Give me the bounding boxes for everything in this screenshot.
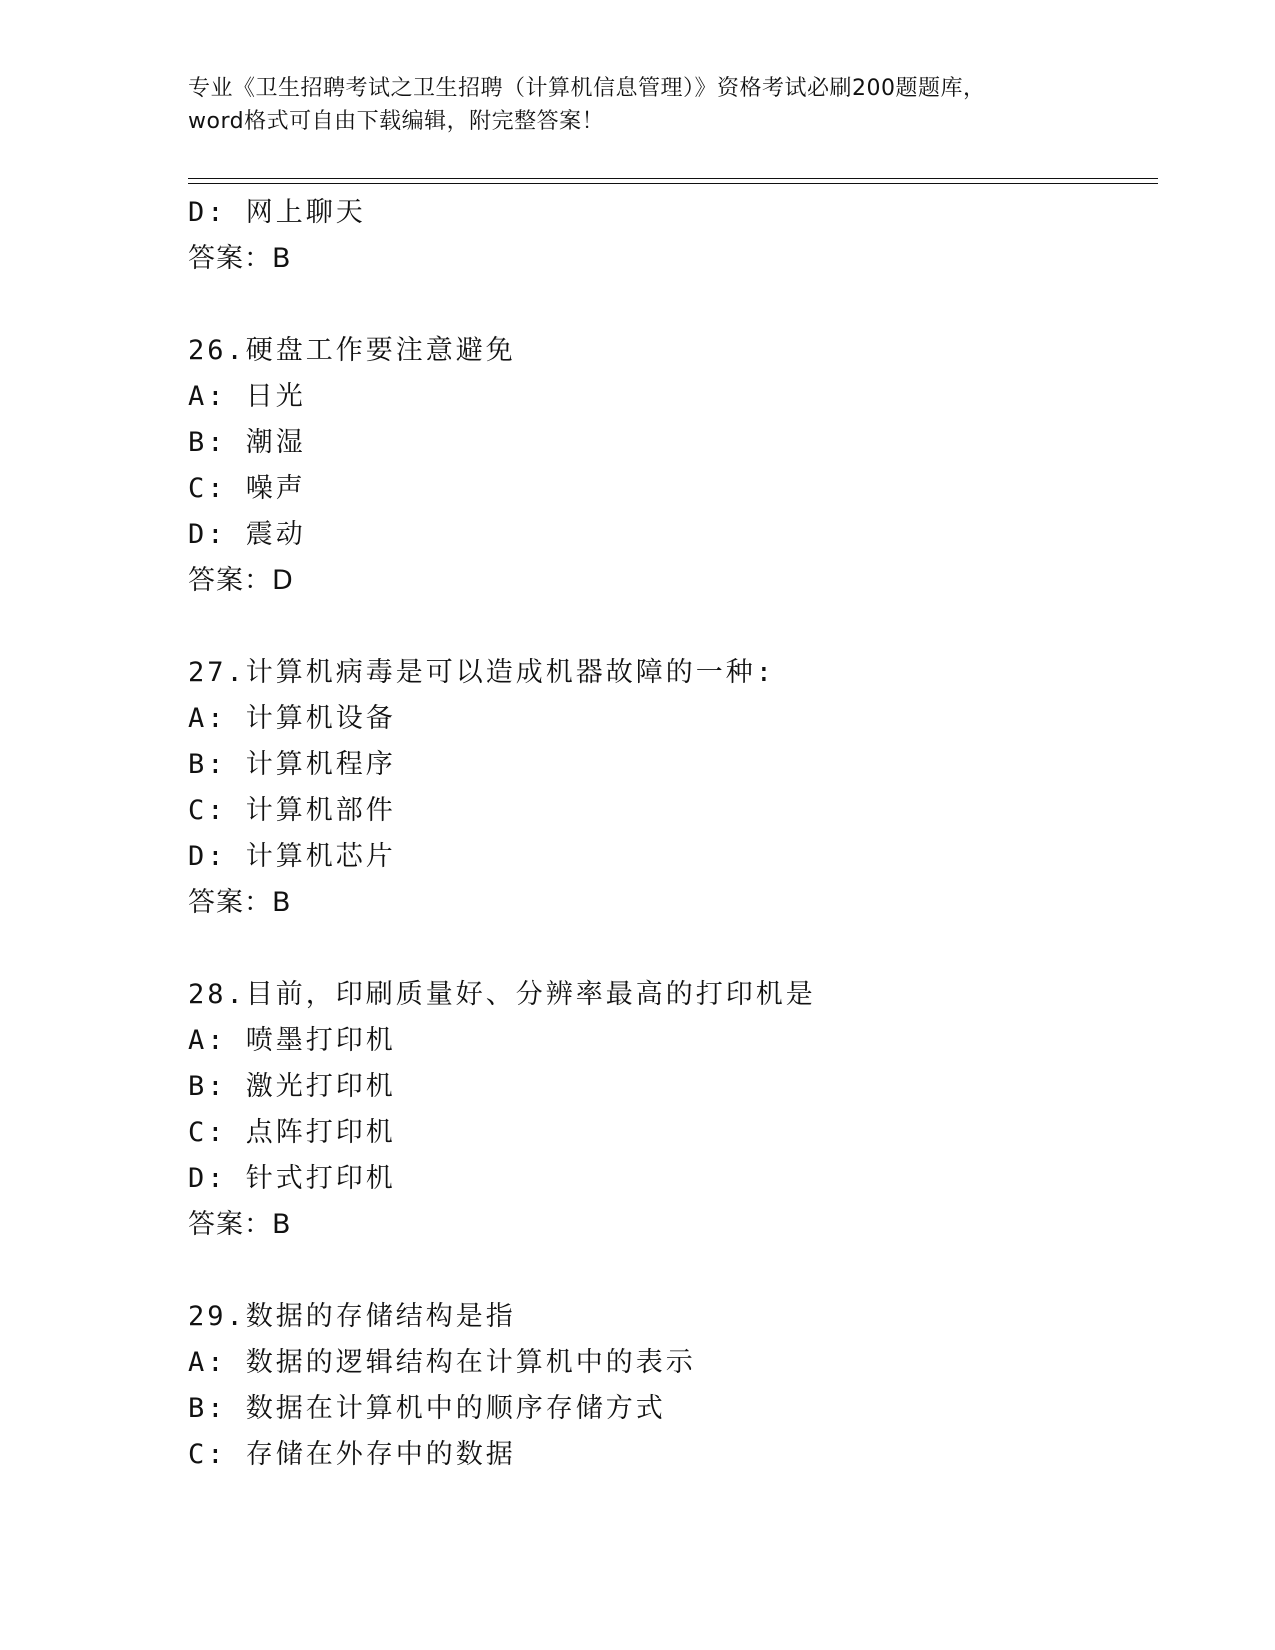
option-d: D: 震动 [188,519,306,550]
answer-line: 答案：B [188,243,292,274]
question-stem: 26.硬盘工作要注意避免 [188,335,516,366]
option-c: C: 计算机部件 [188,795,396,826]
header-divider-top [188,178,1158,179]
option-c: C: 点阵打印机 [188,1117,396,1148]
header-title-line-2: word格式可自由下载编辑，附完整答案！ [188,109,605,134]
option-b: B: 数据在计算机中的顺序存储方式 [188,1393,666,1424]
answer-line: 答案：D [188,565,294,596]
header-title-line-1: 专业《卫生招聘考试之卫生招聘（计算机信息管理）》资格考试必刷200题题库， [188,76,986,101]
option-c: C: 存储在外存中的数据 [188,1439,516,1470]
option-a: A: 喷墨打印机 [188,1025,396,1056]
option-c: C: 噪声 [188,473,306,504]
option-a: A: 数据的逻辑结构在计算机中的表示 [188,1347,696,1378]
answer-line: 答案：B [188,1209,292,1240]
question-list [188,190,1148,1478]
question-stem: 29.数据的存储结构是指 [188,1301,516,1332]
option-a: A: 计算机设备 [188,703,396,734]
question-stem: 27.计算机病毒是可以造成机器故障的一种: [188,657,776,688]
option-b: B: 潮湿 [188,427,306,458]
question-stem: 28.目前，印刷质量好、分辨率最高的打印机是 [188,979,816,1010]
question-gap [188,926,1148,972]
option-d: D: 网上聊天 [188,197,366,228]
document-header [188,72,1088,138]
question-gap [188,604,1148,650]
answer-line: 答案：B [188,887,292,918]
header-divider-bottom [188,183,1158,184]
option-b: B: 激光打印机 [188,1071,396,1102]
question-gap [188,282,1148,328]
question-gap [188,1248,1148,1294]
option-a: A: 日光 [188,381,306,412]
option-d: D: 针式打印机 [188,1163,396,1194]
option-d: D: 计算机芯片 [188,841,396,872]
question-26 [188,328,1148,604]
option-b: B: 计算机程序 [188,749,396,780]
question-27 [188,650,1148,926]
question-29 [188,1294,1148,1478]
question-28 [188,972,1148,1248]
